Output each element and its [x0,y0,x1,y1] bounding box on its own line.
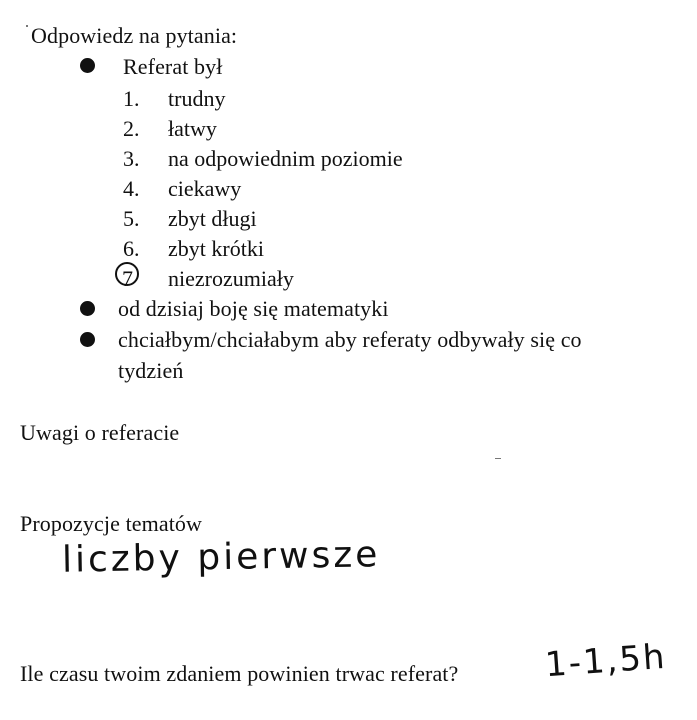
handwritten-time: 1-1,5h [543,636,668,686]
option-number: 7 [122,266,133,291]
option-number: 2. [123,116,140,141]
question-title: Referat był [123,54,223,79]
option-label: zbyt długi [168,206,257,231]
statement-item-continuation: tydzień [118,358,184,383]
statement-item: od dzisiaj boję się matematyki [118,296,389,321]
bullet-icon [80,332,95,347]
scan-speck [26,25,28,27]
form-heading: Odpowiedz na pytania: [31,23,238,48]
option-number: 1. [123,86,140,111]
topics-label: Propozycje tematów [20,511,203,536]
selection-circle-icon [115,262,139,286]
time-question: Ile czasu twoim zdaniem powinien trwac referat? [20,661,459,686]
option-label: zbyt krótki [168,236,264,261]
option-number: 5. [123,206,140,231]
option-number: 6. [123,236,140,261]
option-label: trudny [168,86,226,111]
option-label: niezrozumiały [168,266,294,291]
option-label: na odpowiednim poziomie [168,146,403,171]
scan-speck [495,458,501,459]
bullet-icon [80,58,95,73]
option-label: łatwy [168,116,217,141]
option-label: ciekawy [168,176,242,201]
handwritten-topic: liczby pierwsze [61,534,381,581]
remarks-label: Uwagi o referacie [20,420,180,445]
bullet-icon [80,301,95,316]
option-number: 3. [123,146,140,171]
statement-item: chciałbym/chciałabym aby referaty odbywały się co [118,327,582,352]
option-number: 4. [123,176,140,201]
